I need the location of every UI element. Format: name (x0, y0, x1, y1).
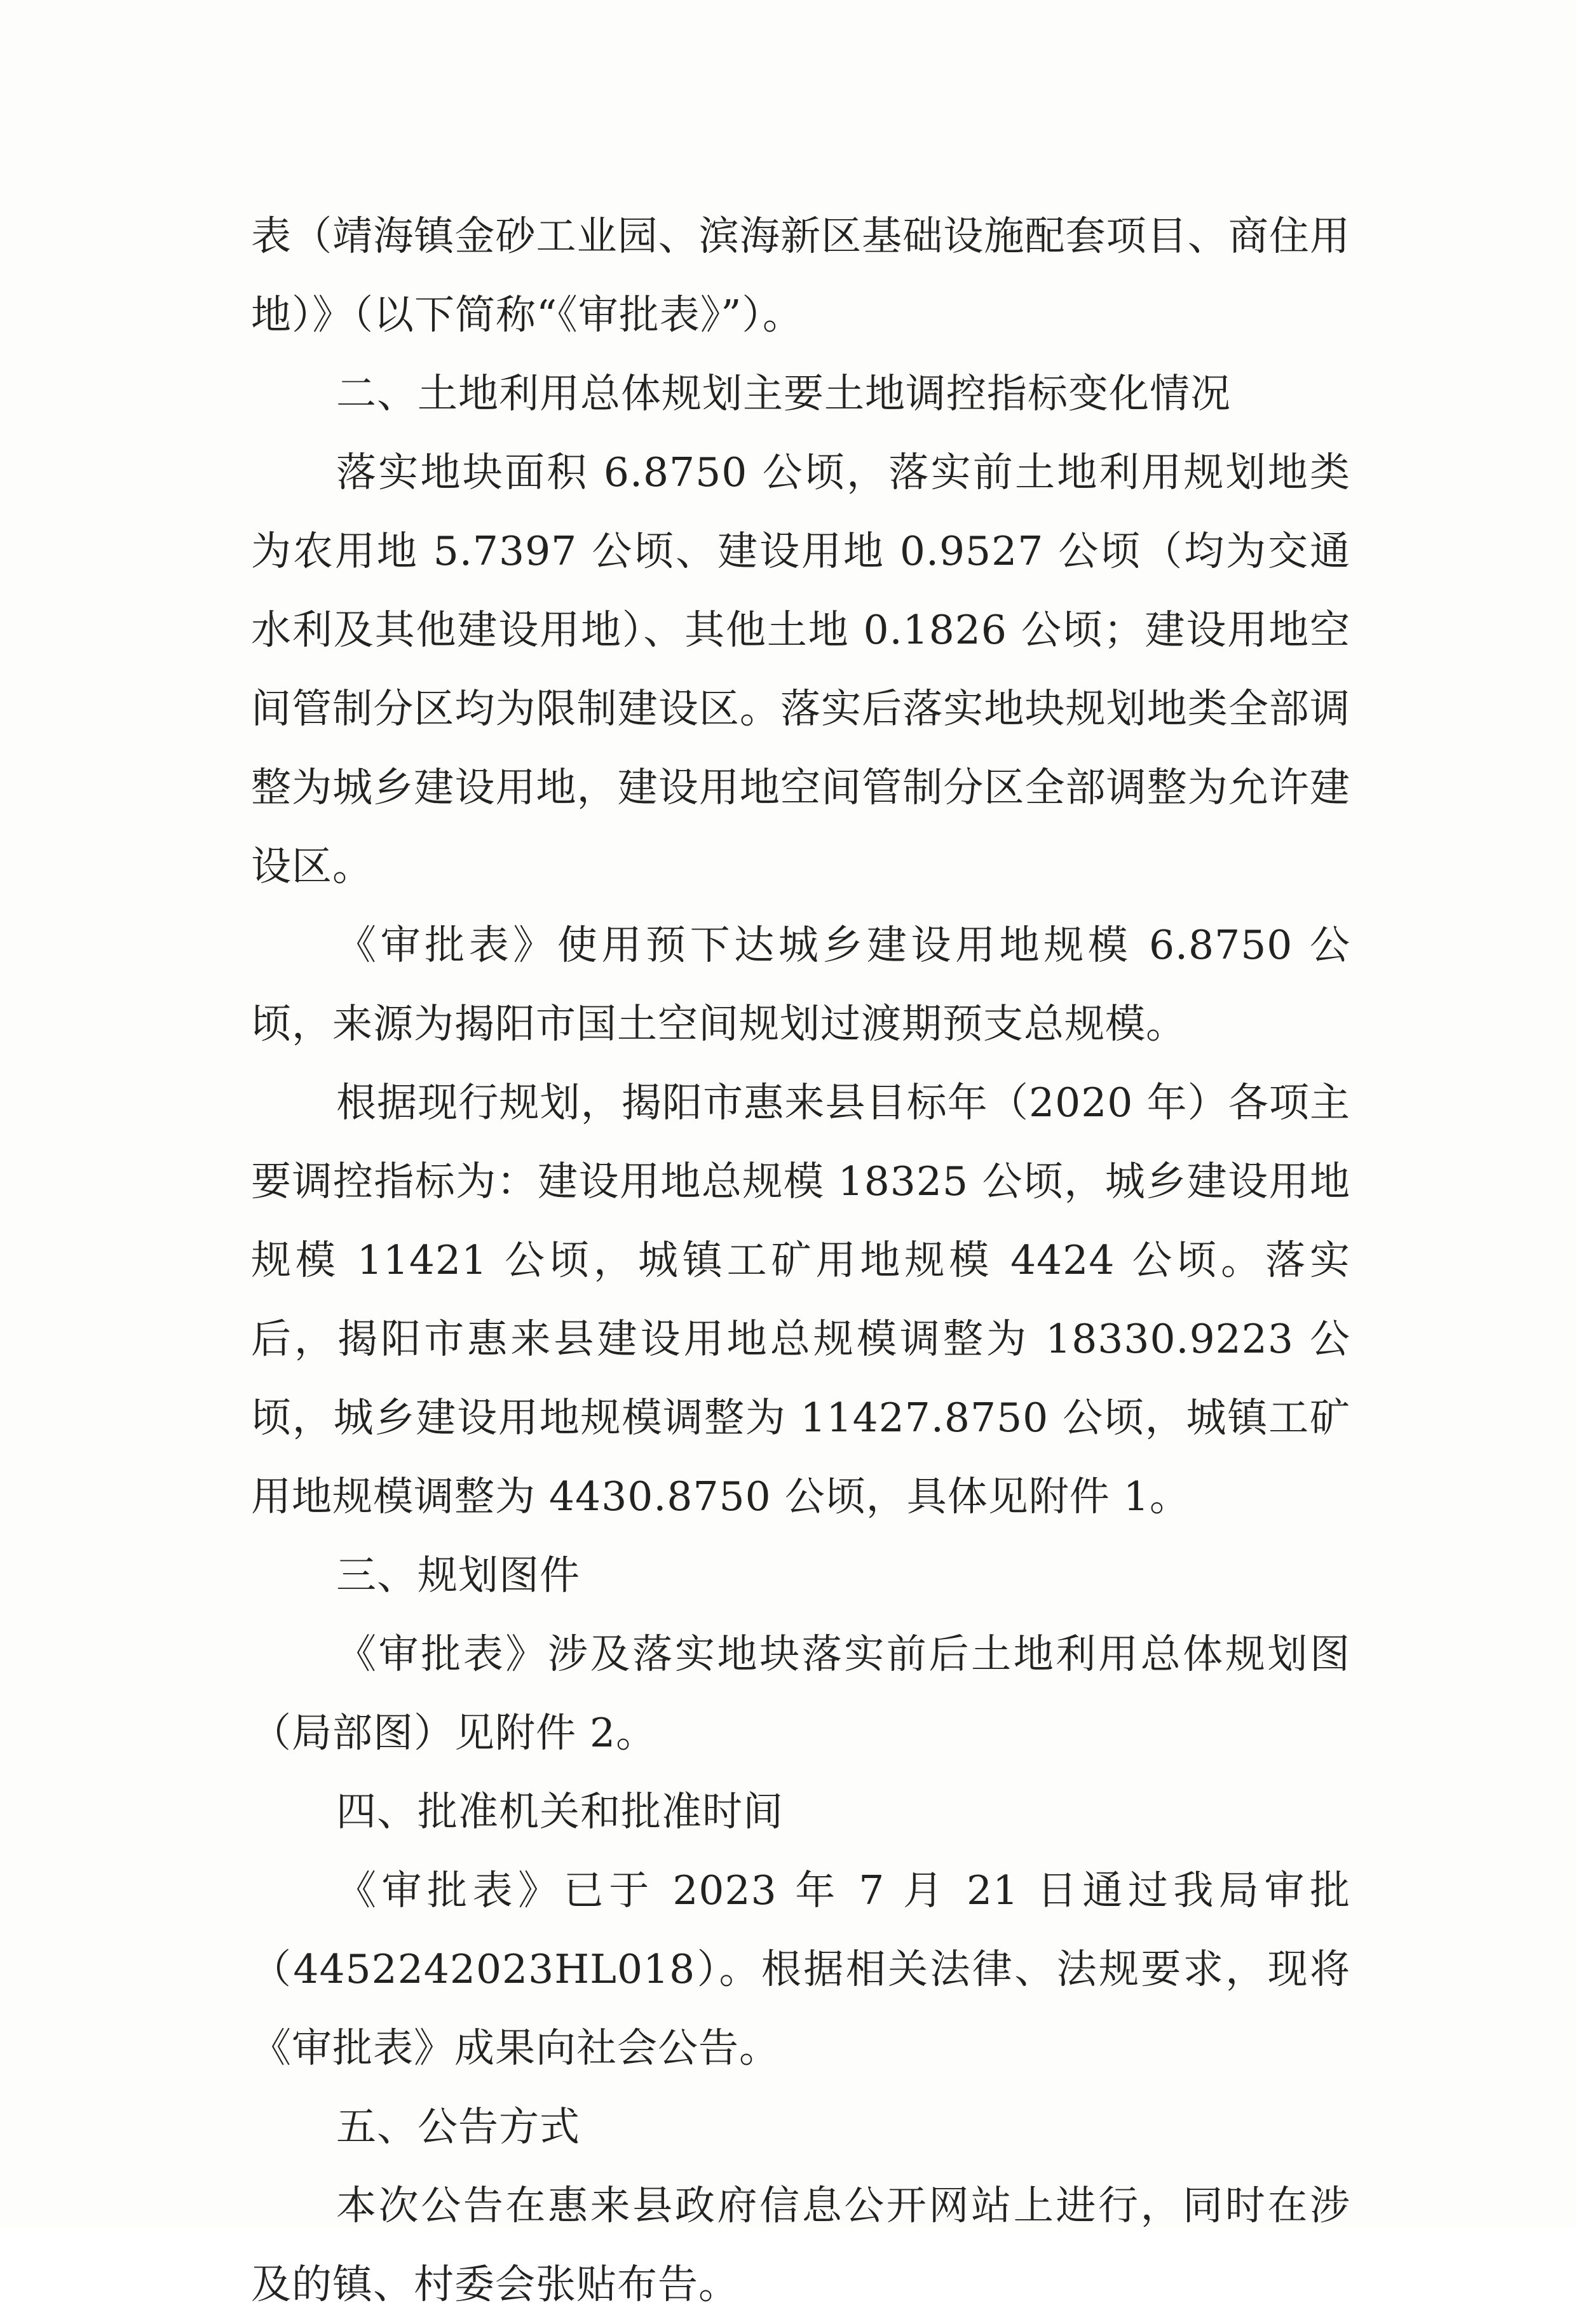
section-heading-3: 三、规划图件 (336, 1552, 580, 1598)
section-heading-2: 二、土地利用总体规划主要土地调控指标变化情况 (336, 370, 1231, 417)
paragraph-land-area: 落实地块面积 6.8750 公顷，落实前土地利用规划地类为农用地 5.7397 公顷、建设用地 0.9527 公顷（均为交通水利及其他建设用地）、其他土地 0.1826 公顷；建设用地空间管制分区均为限制建设区。落实后落实地块规划地类全部调整为城乡建设用地，建设用地空间管制分区全部调整为允许建设区。 (251, 449, 1350, 889)
paragraph-announcement-method: 本次公告在惠来县政府信息公开网站上进行，同时在涉及的镇、村委会张贴布告。 (251, 2182, 1350, 2307)
document-body (251, 197, 1350, 2324)
section-heading-5: 五、公告方式 (336, 2104, 580, 2150)
paragraph-approval-date: 《审批表》已于 2023 年 7 月 21 日通过我局审批（4452242023HL018）。根据相关法律、法规要求，现将《审批表》成果向社会公告。 (251, 1867, 1350, 2071)
paragraph-approval-form-title-continuation: 表（靖海镇金砂工业园、滨海新区基础设施配套项目、商住用地）》（以下简称“《审批表》”）。 (251, 213, 1350, 338)
paragraph-scale-source: 《审批表》使用预下达城乡建设用地规模 6.8750 公顷，来源为揭阳市国土空间规划过渡期预支总规模。 (251, 922, 1350, 1047)
paragraph-control-indicators: 根据现行规划，揭阳市惠来县目标年（2020 年）各项主要调控指标为：建设用地总规模 18325 公顷，城乡建设用地规模 11421 公顷，城镇工矿用地规模 4424 公顷。落实后，揭阳市惠来县建设用地总规模调整为 18330.9223 公顷，城乡建设用地规模调整为 11427.8750 公顷，城镇工矿用地规模调整为 4430.8750 公顷，具体见附件 1。 (251, 1079, 1350, 1520)
paragraph-planning-maps: 《审批表》涉及落实地块落实前后土地利用总体规划图（局部图）见附件 2。 (251, 1631, 1350, 1756)
section-heading-4: 四、批准机关和批准时间 (336, 1788, 784, 1835)
